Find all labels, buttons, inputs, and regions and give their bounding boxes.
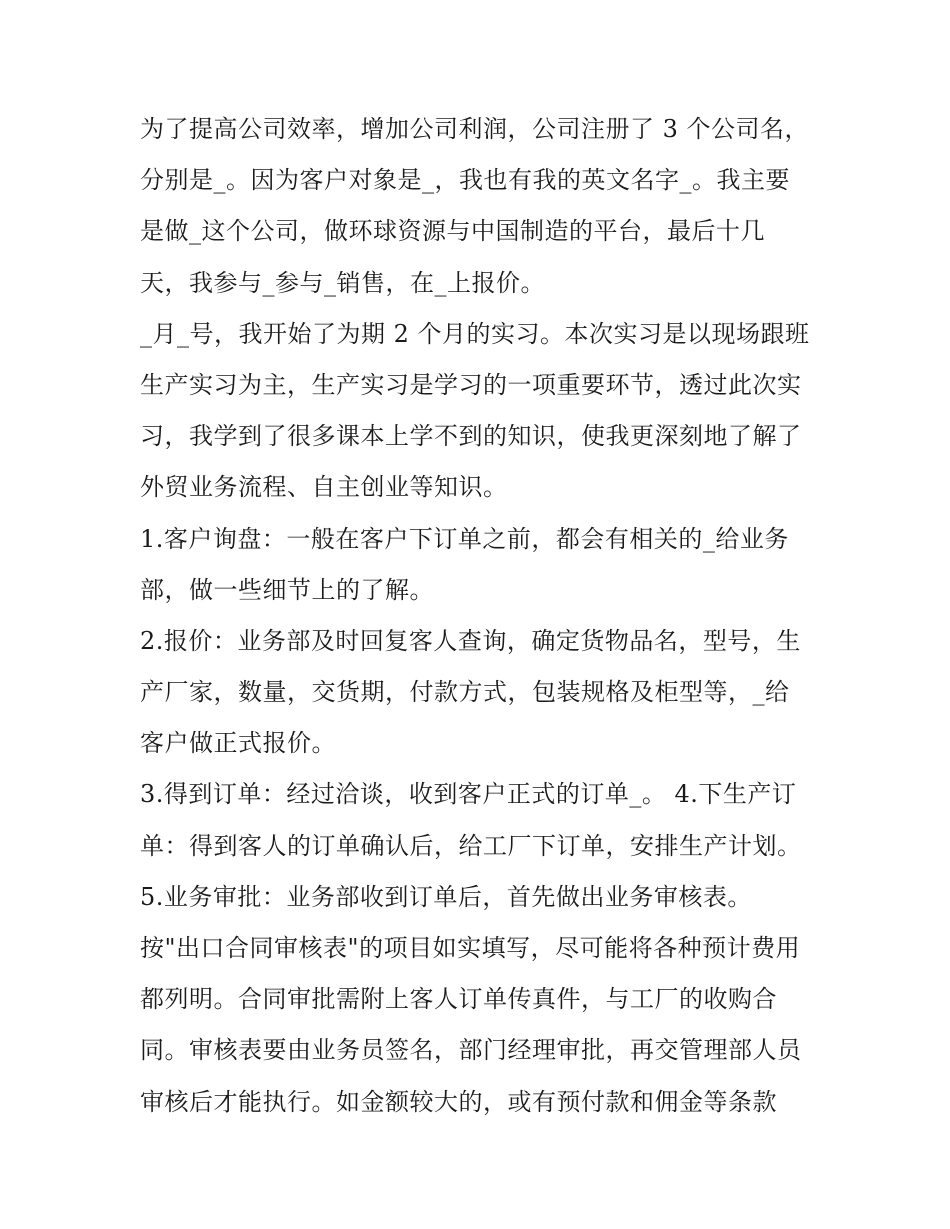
text-line: 同。审核表要由业务员签名，部门经理审批，再交管理部人员 bbox=[140, 1036, 802, 1065]
text-line: 都列明。合同审批需附上客人订单传真件，与工厂的收购合 bbox=[140, 985, 777, 1014]
text-line: 天，我参与_参与_销售，在_上报价。 bbox=[140, 268, 545, 297]
text-line: 分别是_。因为客户对象是_，我也有我的英文名字_。我主要 bbox=[140, 166, 790, 195]
text-line: 5.业务审批：业务部收到订单后，首先做出业务审核表。 bbox=[140, 882, 752, 911]
text-line: 1.客户询盘：一般在客户下订单之前，都会有相关的_给业务 bbox=[140, 524, 789, 553]
document-body bbox=[140, 104, 830, 1128]
text-line: 单：得到客人的订单确认后，给工厂下订单，安排生产计划。 bbox=[140, 831, 802, 860]
text-line: 为了提高公司效率，增加公司利润，公司注册了 3 个公司名， bbox=[140, 115, 810, 143]
text-line: 产厂家，数量，交货期，付款方式，包装规格及柜型等，_给 bbox=[140, 678, 790, 707]
text-line: 2.报价：业务部及时回复客人查询，确定货物品名，型号，生 bbox=[140, 626, 801, 655]
text-line: 部，做一些细节上的了解。 bbox=[140, 575, 434, 604]
text-line: 生产实习为主，生产实习是学习的一项重要环节，透过此次实 bbox=[140, 370, 802, 399]
text-line: 按"出口合同审核表"的项目如实填写，尽可能将各种预计费用 bbox=[140, 934, 801, 962]
text-line: 审核后才能执行。如金额较大的，或有预付款和佣金等条款 bbox=[140, 1087, 777, 1116]
text-line: 外贸业务流程、自主创业等知识。 bbox=[140, 473, 508, 502]
text-line: 3.得到订单：经过洽谈，收到客户正式的订单_。 4.下生产订 bbox=[140, 780, 797, 809]
text-line: 客户做正式报价。 bbox=[140, 729, 336, 758]
text-line: _月_号，我开始了为期 2 个月的实习。本次实习是以现场跟班 bbox=[140, 319, 810, 348]
text-line: 是做_这个公司，做环球资源与中国制造的平台，最后十几 bbox=[140, 217, 765, 246]
text-line: 习，我学到了很多课本上学不到的知识，使我更深刻地了解了 bbox=[140, 422, 802, 451]
